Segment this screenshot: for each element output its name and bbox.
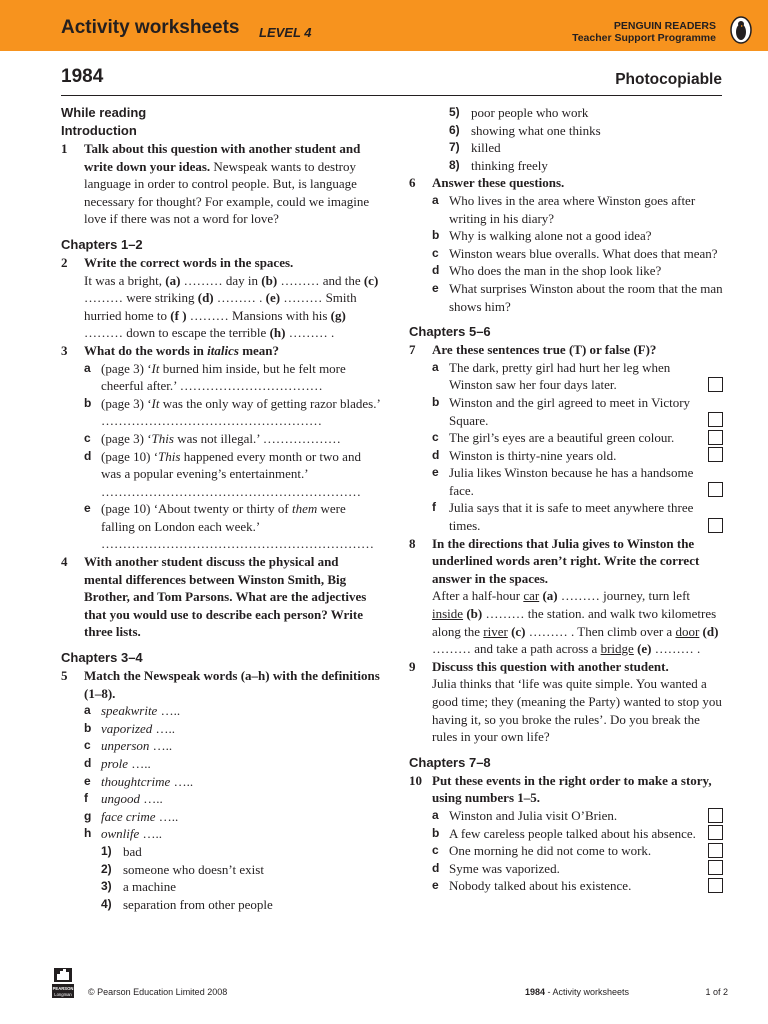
- question-text: Julia thinks that ‘life was quite simple. You wanted a good time; they (meaning the Party) wanted to stop you having it, so you broke the rules’. Do you break the rules in your own life?: [432, 676, 722, 745]
- question-8: [409, 535, 723, 658]
- footer-doc-label: - Activity worksheets: [545, 987, 630, 997]
- item-letter: d: [84, 756, 92, 770]
- question-5: [61, 667, 380, 702]
- passage-text: ……… the station. and walk two kilometres along the: [432, 606, 717, 639]
- publisher-label: [572, 20, 716, 44]
- gap-label: (f ): [170, 307, 187, 323]
- newspeak-word: ungood: [101, 791, 140, 807]
- item-letter: a: [84, 360, 91, 375]
- question-4: [61, 553, 380, 641]
- definition-number: 8): [449, 157, 460, 172]
- q7-item-e: [409, 464, 723, 499]
- passage-text: It was a bright,: [84, 272, 166, 288]
- passage-text: ……… and the: [277, 272, 364, 288]
- newspeak-word-d: [61, 755, 380, 773]
- instruction-text: mean?: [238, 342, 280, 358]
- item-text: Winston wears blue overalls. What does that mean?: [449, 245, 718, 261]
- answer-dots: …..: [155, 808, 179, 824]
- definition-text: a machine: [123, 879, 177, 895]
- item-letter: e: [432, 878, 439, 893]
- definition-1: [61, 843, 380, 861]
- item-letter: f: [432, 500, 436, 515]
- passage-text: ……… . Then climb over a: [525, 623, 676, 639]
- newspeak-word-h: [61, 825, 380, 843]
- question-instruction: Write the correct words in the spaces.: [84, 254, 294, 270]
- gap-label: (c): [507, 623, 526, 639]
- item-letter: a: [84, 703, 91, 718]
- gap-label: (c): [363, 272, 379, 288]
- item-text: Julia likes Winston because he has a handsome face.: [449, 465, 694, 498]
- pearson-longman-logo-icon: [52, 968, 84, 998]
- underlined-word: door: [675, 623, 700, 639]
- gap-label: (h): [269, 325, 286, 341]
- question-number: 9: [409, 658, 416, 674]
- question-number: 1: [61, 141, 68, 156]
- passage-text: ……… .: [213, 290, 266, 306]
- question-instruction: Match the Newspeak words (a–h) with the definitions (1–8).: [84, 668, 380, 701]
- q6-item-a: [409, 192, 723, 227]
- q3-item-a: [61, 360, 380, 395]
- item-letter: d: [432, 447, 440, 462]
- definition-number: 4): [101, 896, 112, 911]
- gap-label: (a): [539, 588, 558, 604]
- book-title: 1984: [61, 66, 104, 87]
- item-text: were falling on London each week.’ ………………………………………………………: [101, 501, 374, 552]
- q10-item-a: [409, 807, 723, 825]
- item-text: What surprises Winston about the room that the man shows him?: [449, 280, 723, 314]
- order-number-box[interactable]: [708, 808, 723, 823]
- header-divider: [61, 95, 722, 96]
- item-text: Syme was vaporized.: [449, 860, 560, 876]
- newspeak-word: vaporized: [101, 720, 153, 736]
- question-9: [409, 658, 723, 746]
- item-letter: c: [432, 245, 439, 260]
- answer-dots: …..: [140, 791, 163, 807]
- newspeak-word: unperson: [101, 738, 150, 754]
- publisher-line-1: PENGUIN READERS: [613, 20, 716, 32]
- newspeak-word-f: [61, 790, 380, 808]
- question-instruction: Are these sentences true (T) or false (F)?: [432, 342, 657, 358]
- passage-text: ……… Smith hurried home to: [84, 290, 357, 323]
- question-10: [409, 772, 723, 807]
- item-text: Nobody talked about his existence.: [449, 878, 632, 894]
- section-chapters-7-8: Chapters 7–8: [409, 754, 491, 770]
- definition-number: 2): [101, 861, 112, 876]
- answer-dots: …..: [157, 703, 181, 719]
- penguin-logo-icon: [727, 16, 755, 44]
- question-number: 5: [61, 668, 68, 684]
- question-number: 6: [409, 175, 416, 191]
- gap-fill-passage: [84, 272, 380, 342]
- item-letter: e: [432, 280, 439, 295]
- section-while-reading: While reading: [61, 105, 147, 120]
- question-instruction: Discuss this question with another student.: [432, 658, 669, 674]
- directions-passage: [432, 587, 723, 657]
- newspeak-word: prole: [101, 756, 128, 771]
- item-letter: e: [84, 773, 91, 788]
- newspeak-word-g: [61, 808, 380, 826]
- item-italic: This: [158, 448, 181, 464]
- item-letter: d: [432, 860, 440, 875]
- question-instruction: [84, 342, 380, 360]
- definition-number: 3): [101, 879, 112, 894]
- item-italic: them: [291, 501, 318, 517]
- answer-dots: …..: [127, 756, 151, 771]
- copyright-text: © Pearson Education Limited 2008: [88, 987, 228, 997]
- q6-item-e: [409, 280, 723, 315]
- item-text: Winston and the girl agreed to meet in Victory Square.: [449, 394, 691, 428]
- gap-label: (e): [265, 290, 281, 306]
- answer-checkbox[interactable]: [708, 482, 723, 497]
- definition-4: [61, 896, 380, 914]
- answer-dots: …..: [139, 826, 163, 842]
- footer-doc-title: [525, 984, 629, 1002]
- passage-text: ……… down to escape the terrible: [84, 325, 270, 341]
- question-number: 7: [409, 342, 416, 358]
- item-text: A few careless people talked about his absence.: [449, 825, 696, 841]
- level-label: LEVEL 4: [259, 25, 312, 40]
- item-letter: a: [432, 359, 439, 374]
- q6-item-b: [409, 227, 723, 245]
- question-1: [61, 140, 380, 228]
- q10-item-e: [409, 877, 723, 895]
- gap-label: (d): [197, 290, 214, 306]
- item-letter: e: [432, 465, 439, 480]
- passage-text: After a half-hour: [432, 588, 524, 604]
- question-instruction: With another student discuss the physical and mental differences between Winston Smith, Big Brother, and Tom Parsons. What are the adjectives that you would use to describe each person? Write three lists.: [84, 554, 367, 640]
- answer-checkbox[interactable]: [708, 447, 723, 462]
- item-letter: d: [84, 448, 92, 463]
- section-chapters-3-4: Chapters 3–4: [61, 650, 143, 666]
- definition-2: [61, 861, 380, 879]
- item-letter: c: [84, 430, 91, 445]
- item-italic: This: [151, 430, 174, 446]
- definition-7: [409, 139, 723, 157]
- underlined-word: car: [523, 588, 540, 604]
- item-letter: b: [432, 394, 440, 409]
- question-3: [61, 342, 380, 360]
- answer-checkbox[interactable]: [708, 377, 723, 392]
- answer-dots: …..: [170, 773, 194, 789]
- gap-label: (a): [165, 272, 181, 288]
- passage-text: ……… Mansions with his: [186, 307, 331, 323]
- item-text: Why is walking alone not a good idea?: [449, 228, 652, 244]
- q3-item-d: [61, 448, 380, 501]
- item-letter: b: [84, 395, 92, 410]
- q7-item-a: [409, 359, 723, 394]
- question-7: [409, 341, 723, 359]
- newspeak-word: thoughtcrime: [101, 773, 171, 789]
- item-text: The dark, pretty girl had hurt her leg when Winston saw her four days later.: [449, 359, 671, 393]
- logo-word-pearson: PEARSON: [52, 986, 74, 991]
- item-letter: b: [432, 825, 440, 840]
- definition-text: showing what one thinks: [471, 122, 601, 138]
- definition-number: 5): [449, 105, 460, 119]
- definition-number: 1): [101, 843, 112, 858]
- item-text: was not illegal.’ ………………: [173, 430, 341, 446]
- definition-8: [409, 157, 723, 175]
- item-letter: a: [432, 192, 439, 207]
- item-italic: It: [151, 395, 160, 411]
- q10-item-c: [409, 842, 723, 860]
- q10-item-d: [409, 860, 723, 878]
- item-letter: c: [432, 843, 439, 858]
- question-number: 8: [409, 535, 416, 551]
- q3-item-b: [61, 395, 380, 430]
- item-letter: c: [432, 430, 439, 445]
- gap-label: (g): [330, 307, 346, 323]
- item-text: (page 10) ‘: [101, 448, 159, 464]
- order-number-box[interactable]: [708, 825, 723, 840]
- logo-word-longman: Longman: [54, 992, 72, 997]
- answer-checkbox[interactable]: [708, 412, 723, 427]
- answer-dots: …..: [149, 738, 173, 754]
- answer-checkbox[interactable]: [708, 518, 723, 533]
- question-2: [61, 254, 380, 342]
- underlined-word: river: [483, 623, 508, 639]
- item-letter: f: [84, 791, 88, 806]
- question-instruction: Put these events in the right order to make a story, using numbers 1–5.: [432, 772, 712, 806]
- instruction-italic: italics: [207, 342, 239, 358]
- underlined-word: inside: [432, 606, 464, 622]
- definition-number: 7): [449, 140, 460, 155]
- question-number: 3: [61, 342, 68, 358]
- passage-text: ……… were striking: [84, 290, 198, 306]
- q3-item-e: [61, 500, 380, 553]
- definition-text: separation from other people: [123, 896, 273, 912]
- question-instruction: Talk about this question with another student and write down your ideas.: [84, 141, 361, 174]
- section-introduction: Introduction: [61, 123, 137, 138]
- page-number: 1 of 2: [705, 987, 728, 997]
- gap-label: (b): [463, 606, 483, 622]
- q7-item-b: [409, 394, 723, 429]
- gap-label: (e): [633, 641, 652, 657]
- passage-text: ……… journey, turn left: [557, 588, 691, 604]
- item-letter: a: [432, 807, 439, 822]
- header-banner: [0, 0, 768, 51]
- section-chapters-5-6: Chapters 5–6: [409, 324, 491, 340]
- item-text: (page 10) ‘About twenty or thirty of: [101, 501, 292, 517]
- q3-item-c: [61, 430, 380, 448]
- right-column: [409, 104, 723, 895]
- question-instruction: In the directions that Julia gives to Winston the underlined words aren’t right. Write the correct answer in the spaces.: [432, 535, 700, 586]
- definition-text: bad: [123, 843, 142, 859]
- definition-text: someone who doesn’t exist: [123, 861, 264, 877]
- passage-text: ……… day in: [180, 272, 262, 288]
- question-instruction: Answer these questions.: [432, 175, 565, 191]
- publisher-line-2: Teacher Support Programme: [572, 32, 716, 44]
- item-text: Winston and Julia visit O’Brien.: [449, 807, 618, 823]
- item-text: Julia says that it is safe to meet anywhere three times.: [449, 500, 694, 534]
- item-letter: e: [84, 501, 91, 516]
- gap-label: (d): [699, 623, 719, 639]
- answer-dots: …..: [152, 720, 176, 736]
- gap-label: (b): [261, 272, 278, 288]
- order-number-box[interactable]: [708, 878, 723, 893]
- definition-text: killed: [471, 140, 501, 156]
- definition-text: thinking freely: [471, 157, 548, 173]
- definition-6: [409, 122, 723, 140]
- order-number-box[interactable]: [708, 843, 723, 858]
- newspeak-word-b: [61, 720, 380, 738]
- q6-item-c: [409, 245, 723, 263]
- item-letter: c: [84, 738, 91, 753]
- item-letter: b: [84, 720, 92, 735]
- question-number: 2: [61, 254, 68, 270]
- q7-item-f: [409, 499, 723, 534]
- footer-book-title: 1984: [525, 987, 546, 997]
- worksheet-title: Activity worksheets: [61, 17, 240, 38]
- passage-text: ……… .: [651, 641, 701, 657]
- newspeak-word: face crime: [101, 808, 156, 824]
- item-text: The girl’s eyes are a beautiful green colour.: [449, 430, 675, 446]
- newspeak-word-e: [61, 773, 380, 791]
- item-text: was the only way of getting razor blades.’ ……………………………………………: [101, 395, 380, 429]
- order-number-box[interactable]: [708, 860, 723, 875]
- q7-item-d: [409, 447, 723, 465]
- item-letter: d: [432, 263, 440, 278]
- q6-item-d: [409, 262, 723, 280]
- definition-number: 6): [449, 122, 460, 137]
- item-text: Who lives in the area where Winston goes after writing in his diary?: [449, 192, 696, 226]
- underlined-word: bridge: [600, 641, 634, 657]
- item-letter: g: [84, 808, 92, 823]
- item-text: Winston is thirty-nine years old.: [449, 447, 617, 463]
- question-6: [409, 174, 723, 192]
- item-text: burned him inside, but he felt more cheerful after.’ ……………………………: [101, 360, 346, 394]
- newspeak-word: speakwrite: [101, 703, 158, 719]
- q10-item-b: [409, 825, 723, 843]
- item-text: One morning he did not come to work.: [449, 843, 652, 859]
- item-text: (page 3) ‘: [101, 430, 152, 446]
- definition-5: [409, 104, 723, 122]
- item-letter: b: [432, 228, 440, 243]
- passage-text: ……… and take a path across a: [432, 641, 601, 657]
- question-text: Newspeak wants to destroy language in order to control people. But, is language necessary for thought? For example, could we imagine love if there was not a word for love?: [84, 158, 370, 227]
- item-text: (page 3) ‘: [101, 360, 152, 376]
- passage-text: ……… .: [285, 325, 335, 341]
- newspeak-word: ownlife: [101, 826, 140, 842]
- newspeak-word-a: [61, 702, 380, 720]
- newspeak-word-c: [61, 737, 380, 755]
- question-number: 4: [61, 554, 68, 570]
- photocopiable-label: Photocopiable: [615, 71, 722, 88]
- answer-checkbox[interactable]: [708, 430, 723, 445]
- q7-item-c: [409, 429, 723, 447]
- definition-3: [61, 878, 380, 896]
- question-number: 10: [409, 772, 422, 788]
- item-italic: It: [151, 360, 160, 376]
- item-text: Who does the man in the shop look like?: [449, 263, 662, 279]
- item-text: (page 3) ‘: [101, 395, 152, 411]
- instruction-text: What do the words in: [84, 342, 208, 358]
- section-chapters-1-2: Chapters 1–2: [61, 236, 143, 252]
- item-letter: h: [84, 826, 92, 841]
- left-column: [61, 104, 380, 913]
- item-text: happened every month or two and was a popular evening’s entertainment.’ ……………………………………………………: [101, 448, 361, 499]
- definition-text: poor people who work: [471, 105, 589, 120]
